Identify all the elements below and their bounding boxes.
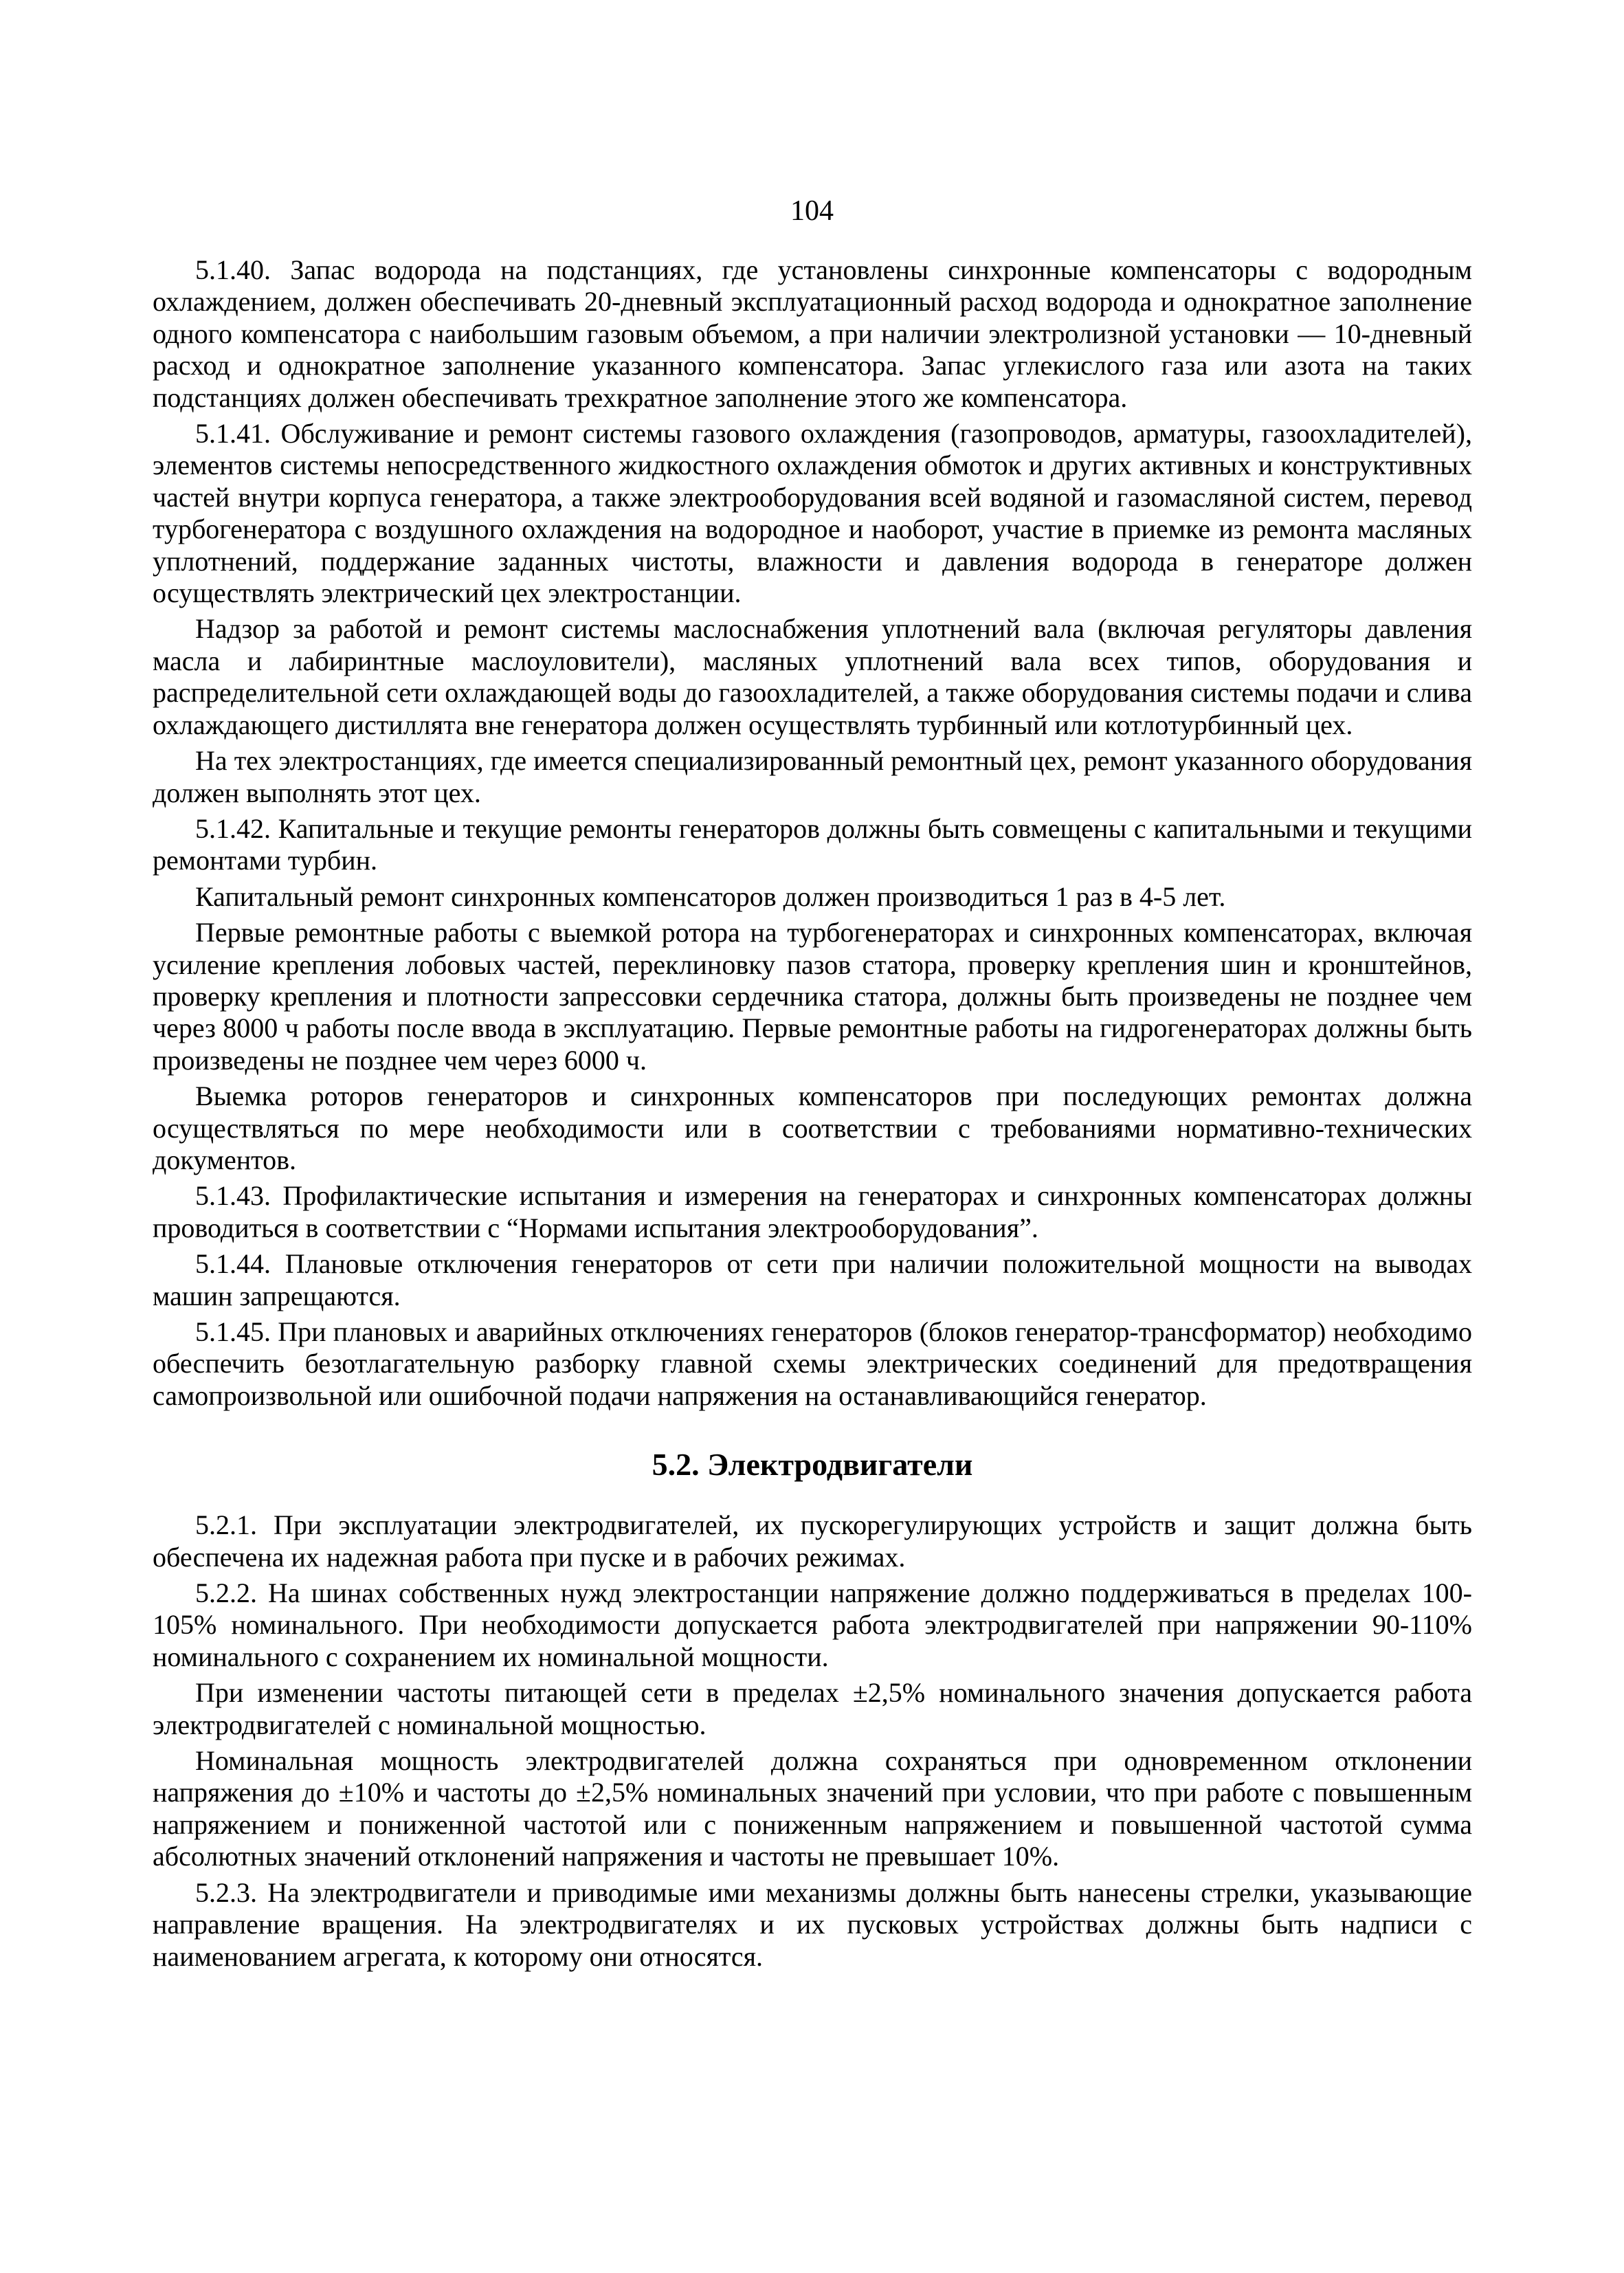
paragraph-supervision: Надзор за работой и ремонт системы маслоснабжения уплотнений вала (включая регуляторы давления масла и лабиринтные маслоуловители), масляных уплотнений вала всех типов, оборудования и распределительной сети охлаждающей воды до газоохладителей, а также оборудования системы подачи и слива охлаждающего дистиллята вне генератора должен осуществлять турбинный или котлотурбинный цех. [153, 613, 1472, 740]
paragraph-5-1-41: 5.1.41. Обслуживание и ремонт системы газового охлаждения (газопроводов, арматуры, газоохладителей), элементов системы непосредственного жидкостного охлаждения обмоток и других активных и конструктивных частей внутри корпуса генератора, а также электрооборудования всей водяной и газомасляной систем, перевод турбогенератора с воздушного охлаждения на водородное и наоборот, участие в приемке из ремонта масляных уплотнений, поддержание заданных чистоты, влажности и давления водорода в генераторе должен осуществлять электрический цех электростанции. [153, 418, 1472, 609]
paragraph-5-2-2: 5.2.2. На шинах собственных нужд электростанции напряжение должно поддерживаться в пределах 100-105% номинального. При необходимости допускается работа электродвигателей при напряжении 90-110% номинального с сохранением их номинальной мощности. [153, 1577, 1472, 1672]
paragraph-repair-shop: На тех электростанциях, где имеется специализированный ремонтный цех, ремонт указанного оборудования должен выполнять этот цех. [153, 745, 1472, 808]
paragraph-nominal-power: Номинальная мощность электродвигателей должна сохраняться при одновременном отклонении напряжения до ±10% и частоты до ±2,5% номинальных значений при условии, что при работе с повышенным напряжением и пониженной частотой или с пониженным напряжением и повышенной частотой сумма абсолютных значений отклонений напряжения и частоты не превышает 10%. [153, 1745, 1472, 1872]
paragraph-frequency: При изменении частоты питающей сети в пределах ±2,5% номинального значения допускается работа электродвигателей с номинальной мощностью. [153, 1677, 1472, 1740]
paragraph-5-2-1: 5.2.1. При эксплуатации электродвигателей, их пускорегулирующих устройств и защит должна быть обеспечена их надежная работа при пуске и в рабочих режимах. [153, 1509, 1472, 1573]
paragraph-5-1-44: 5.1.44. Плановые отключения генераторов от сети при наличии положительной мощности на выводах машин запрещаются. [153, 1248, 1472, 1311]
paragraph-5-1-42: 5.1.42. Капитальные и текущие ремонты генераторов должны быть совмещены с капитальными и текущими ремонтами турбин. [153, 812, 1472, 876]
page-number: 104 [790, 195, 834, 227]
section-title: 5.2. Электродвигатели [652, 1447, 973, 1483]
paragraph-rotor-removal: Выемка роторов генераторов и синхронных компенсаторов при последующих ремонтах должна осуществляться по мере необходимости или в соответствии с требованиями нормативно-технических документов. [153, 1080, 1472, 1175]
paragraph-5-1-40: 5.1.40. Запас водорода на подстанциях, где установлены синхронные компенсаторы с водородным охлаждением, должен обеспечивать 20-дневный эксплуатационный расход водорода и однократное заполнение одного компенсатора с наибольшим газовым объемом, а при наличии электролизной установки — 10-дневный расход и однократное заполнение указанного компенсатора. Запас углекислого газа или азота на таких подстанциях должен обеспечивать трехкратное заполнение этого же компенсатора. [153, 254, 1472, 413]
page-body [153, 254, 1472, 1973]
paragraph-compensator-overhaul: Капитальный ремонт синхронных компенсаторов должен производиться 1 раз в 4-5 лет. [195, 880, 1226, 912]
paragraph-5-1-45: 5.1.45. При плановых и аварийных отключениях генераторов (блоков генератор-трансформатор) необходимо обеспечить безотлагательную разборку главной схемы электрических соединений для предотвращения самопроизвольной или ошибочной подачи напряжения на останавливающийся генератор. [153, 1316, 1472, 1411]
paragraph-first-repairs: Первые ремонтные работы с выемкой ротора на турбогенераторах и синхронных компенсаторах, включая усиление крепления лобовых частей, переклиновку пазов статора, проверку крепления шин и кронштейнов, проверку крепления и плотности запрессовки сердечника статора, должны быть произведены не позднее чем через 8000 ч работы после ввода в эксплуатацию. Первые ремонтные работы на гидрогенераторах должны быть произведены не позднее чем через 6000 ч. [153, 917, 1472, 1076]
paragraph-5-2-3: 5.2.3. На электродвигатели и приводимые ими механизмы должны быть нанесены стрелки, указывающие направление вращения. На электродвигателях и их пусковых устройствах должны быть надписи с наименованием агрегата, к которому они относятся. [153, 1876, 1472, 1972]
paragraph-5-1-43: 5.1.43. Профилактические испытания и измерения на генераторах и синхронных компенсаторах должны проводиться в соответствии с “Нормами испытания электрооборудования”. [153, 1180, 1472, 1243]
